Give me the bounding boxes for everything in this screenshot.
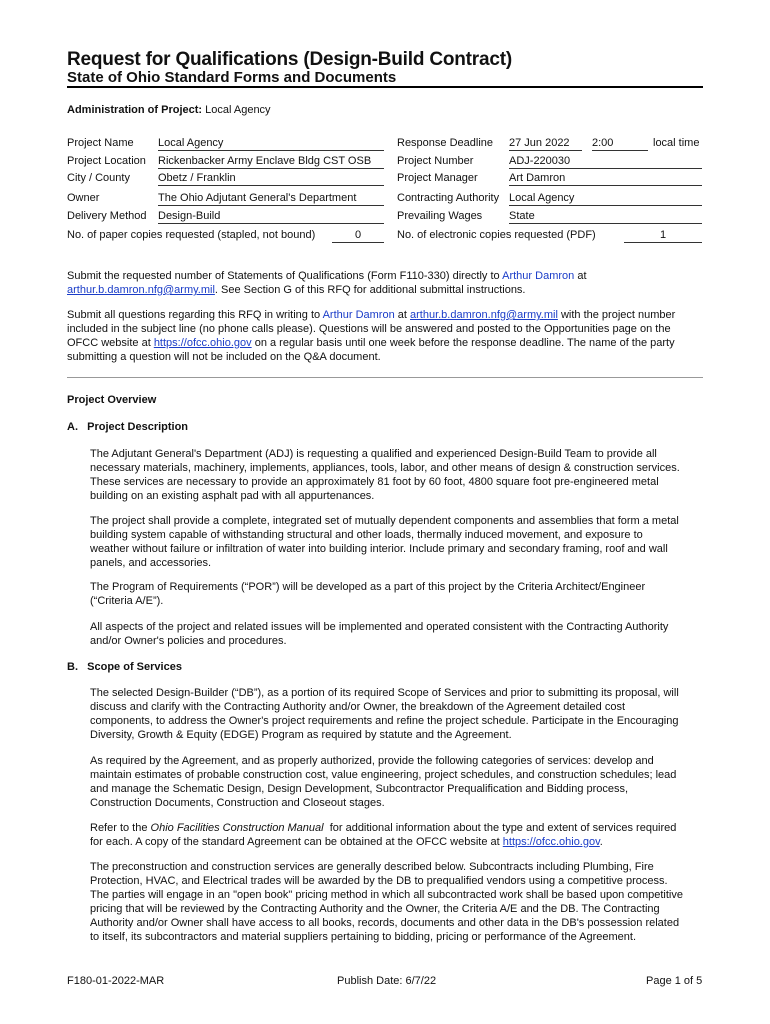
page-number: Page 1 of 5 bbox=[646, 975, 703, 987]
description-paragraph-2: The project shall provide a complete, integrated set of mutually dependent components and assemblies that form a metal building system capable of withstanding structural and other loads, thermally induced movement, and exposure to weather without failure or infiltration of water into building interior. Include primary and secondary framing, roof and wall panels, and accessories. bbox=[90, 515, 679, 569]
contracting-authority-field: Local Agency bbox=[509, 192, 702, 206]
description-paragraph-4: All aspects of the project and related issues will be implemented and operated consistent with the Contracting Authority and/or Owner's policies and procedures. bbox=[90, 621, 669, 647]
response-deadline-time: 2:00 bbox=[592, 137, 648, 151]
scope-paragraph-1: The selected Design-Builder (“DB”), as a portion of its required Scope of Services and prior to submitting its proposal, will discuss and clarify with the Contracting Authority and/or Owner, the breakdown of the Agreement detailed cost components, to address the Owner's project requirements and refine the project schedule. Participate in the Encouraging Diversity, Growth & Equity (EDGE) Program as required by statute and the Agreement. bbox=[90, 687, 679, 741]
project-number-label: Project Number bbox=[397, 155, 474, 167]
city-county-label: City / County bbox=[67, 172, 130, 184]
scope-of-services-heading: B. Scope of Services bbox=[67, 661, 182, 673]
ofcc-website-link[interactable]: https://ofcc.ohio.gov bbox=[153, 337, 252, 349]
ofcc-agreement-link[interactable]: https://ofcc.ohio.gov bbox=[502, 836, 600, 848]
electronic-copies-label: No. of electronic copies requested (PDF) bbox=[397, 229, 596, 241]
manual-title: Ohio Facilities Construction Manual bbox=[150, 822, 324, 834]
city-county-field: Obetz / Franklin bbox=[158, 172, 384, 186]
owner-label: Owner bbox=[67, 192, 100, 204]
project-name-label: Project Name bbox=[67, 137, 134, 149]
project-name-field: Local Agency bbox=[158, 137, 384, 151]
project-description-heading: A. Project Description bbox=[67, 421, 189, 433]
section-divider bbox=[67, 377, 703, 378]
form-number: F180-01-2022-MAR bbox=[67, 975, 165, 987]
owner-field: The Ohio Adjutant General's Department bbox=[158, 192, 384, 206]
project-overview-heading: Project Overview bbox=[67, 394, 157, 406]
local-time-label: local time bbox=[653, 137, 700, 149]
admin-value: Local Agency bbox=[205, 104, 271, 116]
project-location-field: Rickenbacker Army Enclave Bldg CST OSB bbox=[158, 155, 384, 169]
document-subtitle: State of Ohio Standard Forms and Documents bbox=[67, 69, 397, 86]
paper-copies-field: 0 bbox=[332, 229, 384, 243]
questions-email-link[interactable]: arthur.b.damron.nfg@army.mil bbox=[410, 309, 558, 321]
delivery-method-field: Design-Build bbox=[158, 210, 384, 224]
description-paragraph-3: The Program of Requirements (“POR”) will be developed as a part of this project by the Criteria Architect/Engineer (“Criteria A/E”). bbox=[90, 581, 646, 607]
electronic-copies-field: 1 bbox=[624, 229, 702, 243]
scope-paragraph-2: As required by the Agreement, and as properly authorized, provide the following categories of services: develop and maintain estimates of probable construction cost, value engineering, project schedules, and construction schedules; lead and manage the Schematic Design, Design Development, Subcontractor Prequalification and Bidding process, Construction Documents, Construction and Closeout stages. bbox=[90, 755, 677, 809]
contact-name-link[interactable]: Arthur Damron bbox=[502, 270, 575, 282]
response-deadline-label: Response Deadline bbox=[397, 137, 494, 149]
paper-copies-label: No. of paper copies requested (stapled, not bound) bbox=[67, 229, 316, 241]
project-number-field: ADJ-220030 bbox=[509, 155, 702, 169]
prevailing-wages-field: State bbox=[509, 210, 702, 224]
project-manager-label: Project Manager bbox=[397, 172, 478, 184]
admin-label: Administration of Project: bbox=[67, 104, 203, 116]
project-location-label: Project Location bbox=[67, 155, 146, 167]
contracting-authority-label: Contracting Authority bbox=[397, 192, 500, 204]
questions-instructions: Submit all questions regarding this RFQ in writing to Arthur Damron at arthur.b.damron.nfg@army.mil with the project number included in the subject line (no phone calls please). Questions will be answered and posted to the Opportunities page on the OFCC website at https://ofcc.ohio.gov on a regular basis until one week before the response deadline. The name of the party submitting a question will not be included on the Q&A document. bbox=[67, 309, 676, 363]
header-rule bbox=[67, 86, 703, 88]
contact-email-link[interactable]: arthur.b.damron.nfg@army.mil bbox=[67, 284, 215, 296]
document-title: Request for Qualifications (Design-Build Contract) bbox=[67, 49, 512, 70]
description-paragraph-1: The Adjutant General's Department (ADJ) is requesting a qualified and experienced Design-Build Team to provide all necessary materials, machinery, implements, appliances, tools, labor, and other means of design & construction services. These services are necessary to provide an approximately 81 foot by 60 foot, 4800 square foot pre-engineered metal building on an existing asphalt pad with all appurtenances. bbox=[90, 448, 680, 502]
administration-of-project bbox=[67, 104, 271, 116]
delivery-method-label: Delivery Method bbox=[67, 210, 147, 222]
response-deadline-date: 27 Jun 2022 bbox=[509, 137, 582, 151]
scope-paragraph-4: The preconstruction and construction services are generally described below. Subcontracts including Plumbing, Fire Protection, HVAC, and Electrical trades will be awarded by the DB to prequalified vendors using a competitive process. The parties will engage in an "open book" pricing method in which all subcontracted work shall be based upon competitive pricing that will be reviewed by the Contracting Authority and the Owner, the Criteria A/E and the DB. The Contracting Authority and/or Owner shall have access to all books, records, documents and other data in the DB's possession related to itself, its subcontractors and material suppliers pertaining to bidding, pricing or performance of the Agreement. bbox=[90, 861, 683, 943]
questions-contact-name-link[interactable]: Arthur Damron bbox=[322, 309, 395, 321]
project-manager-field: Art Damron bbox=[509, 172, 702, 186]
publish-date: Publish Date: 6/7/22 bbox=[337, 975, 437, 987]
submittal-instructions: Submit the requested number of Statements of Qualifications (Form F110-330) directly to Arthur Damron at arthur.b.damron.nfg@army.mil. See Section G of this RFQ for additional submittal instructions. bbox=[67, 270, 587, 296]
scope-paragraph-3: Refer to the Ohio Facilities Construction Manual for additional information about the type and extent of services required for each. A copy of the standard Agreement can be obtained at the OFCC website at https://ofcc.ohio.gov. bbox=[90, 822, 677, 848]
prevailing-wages-label: Prevailing Wages bbox=[397, 210, 483, 222]
